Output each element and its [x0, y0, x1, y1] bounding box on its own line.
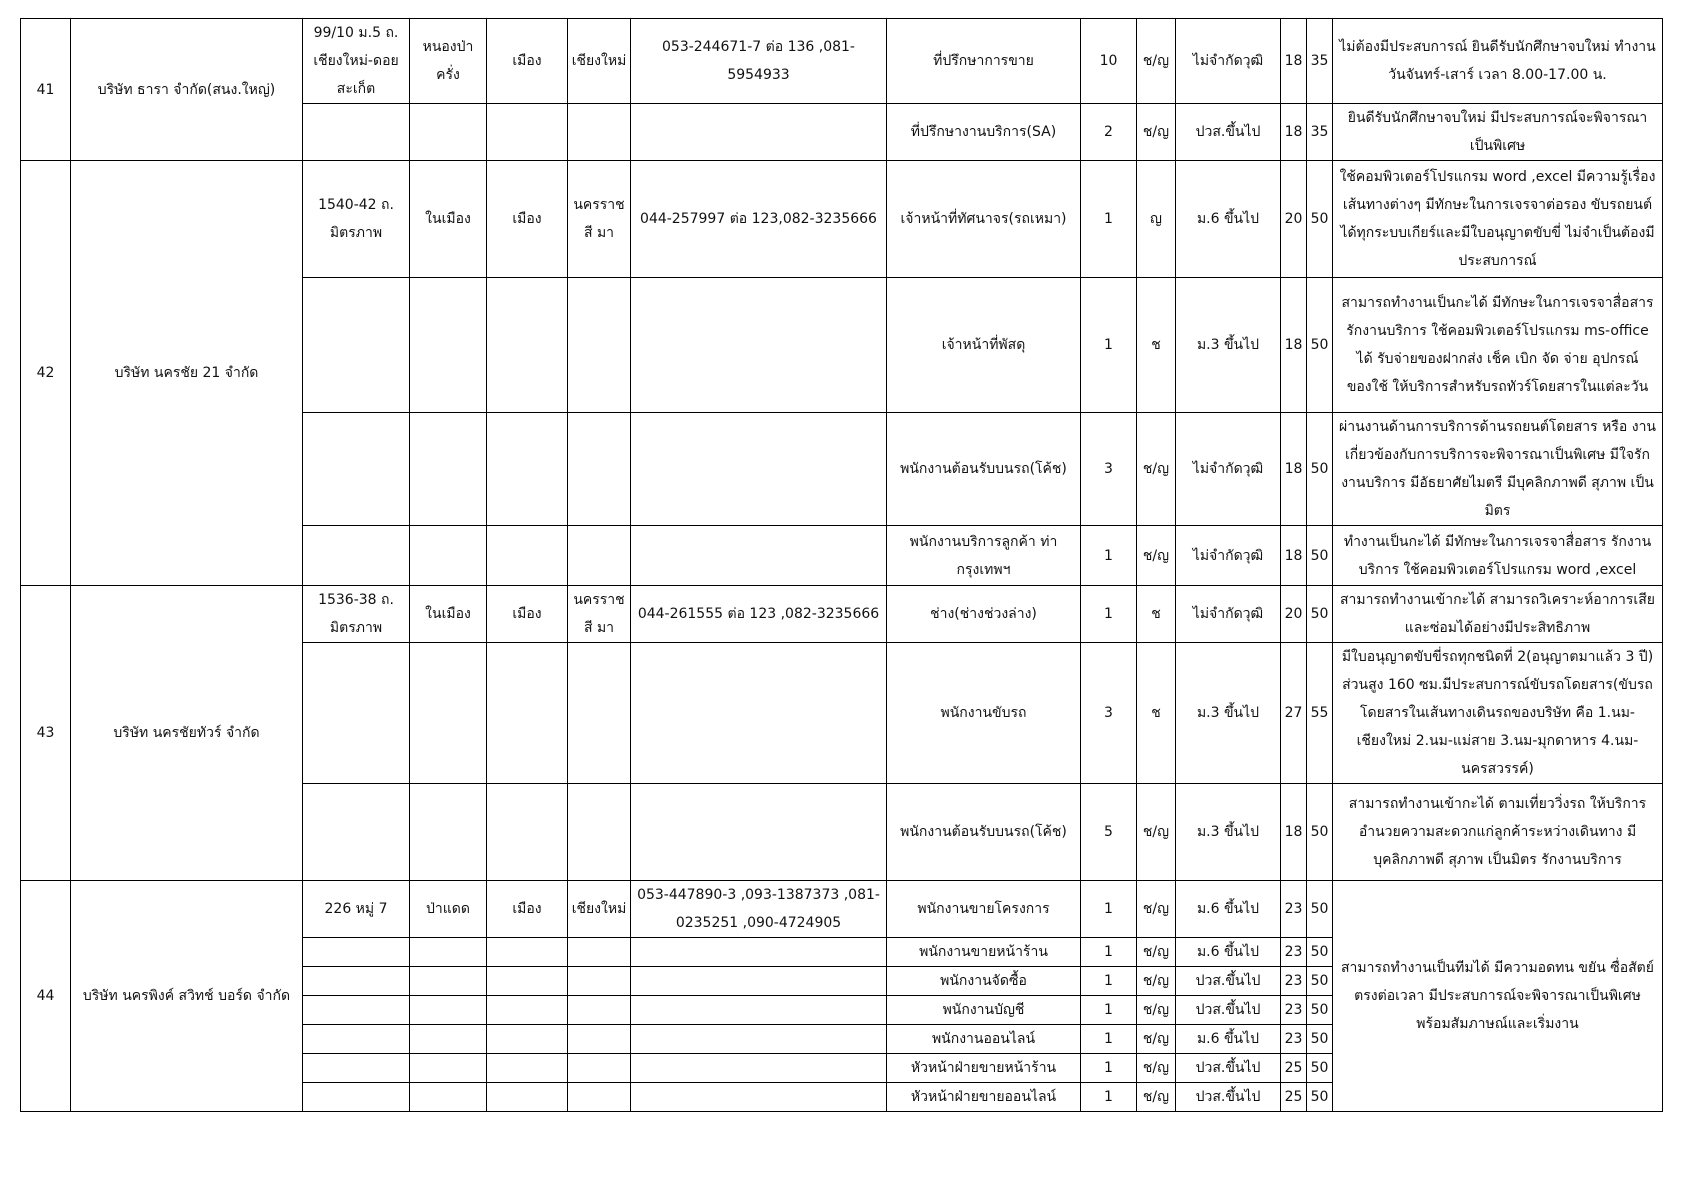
age-max: 50 [1307, 278, 1333, 413]
age-min: 23 [1281, 967, 1307, 996]
province: นครราชสี มา [568, 161, 631, 278]
table-row [21, 586, 1663, 643]
district: เมือง [487, 19, 568, 104]
age-max: 50 [1307, 413, 1333, 526]
district [487, 413, 568, 526]
quantity: 2 [1081, 104, 1137, 161]
subdistrict [410, 1083, 487, 1112]
company-name: บริษัท นครพิงค์ สวิทช์ บอร์ด จำกัด [71, 881, 303, 1112]
address: 1540-42 ถ. มิตรภาพ [303, 161, 410, 278]
education: ปวส.ขึ้นไป [1176, 1083, 1281, 1112]
education: ม.6 ขึ้นไป [1176, 161, 1281, 278]
table-row [21, 19, 1663, 104]
row-number: 42 [21, 161, 71, 586]
education: ม.3 ขึ้นไป [1176, 784, 1281, 881]
age-min: 20 [1281, 586, 1307, 643]
subdistrict: ในเมือง [410, 586, 487, 643]
age-min: 18 [1281, 784, 1307, 881]
address: 1536-38 ถ. มิตรภาพ [303, 586, 410, 643]
position: พนักงานต้อนรับบนรถ(โค้ช) [887, 413, 1081, 526]
sex: ช/ญ [1137, 413, 1176, 526]
job-description: ยินดีรับนักศึกษาจบใหม่ มีประสบการณ์จะพิจารณา เป็นพิเศษ [1333, 104, 1663, 161]
table-row [21, 161, 1663, 278]
address [303, 104, 410, 161]
quantity: 3 [1081, 413, 1137, 526]
position: พนักงานบัญชี [887, 996, 1081, 1025]
subdistrict [410, 938, 487, 967]
job-description: ผ่านงานด้านการบริการด้านรถยนต์โดยสาร หรือ งาน เกี่ยวข้องกับการบริการจะพิจารณาเป็นพิเศษ มีใจรัก งานบริการ มีอัธยาศัยไมตรี มีบุคลิกภาพดี สุภาพ เป็น มิตร [1333, 413, 1663, 526]
job-listing-table [20, 18, 1663, 1112]
company-name: บริษัท นครชัยทัวร์ จำกัด [71, 586, 303, 881]
age-max: 55 [1307, 643, 1333, 784]
quantity: 1 [1081, 967, 1137, 996]
sex: ช [1137, 643, 1176, 784]
row-number: 41 [21, 19, 71, 161]
education: ปวส.ขึ้นไป [1176, 104, 1281, 161]
address [303, 1083, 410, 1112]
address [303, 996, 410, 1025]
district [487, 526, 568, 586]
address [303, 938, 410, 967]
education: ม.6 ขึ้นไป [1176, 1025, 1281, 1054]
position: ที่ปรึกษาการขาย [887, 19, 1081, 104]
age-min: 18 [1281, 19, 1307, 104]
job-description: ทำงานเป็นกะได้ มีทักษะในการเจรจาสื่อสาร รักงาน บริการ ใช้คอมพิวเตอร์โปรแกรม word ,excel [1333, 526, 1663, 586]
quantity: 1 [1081, 161, 1137, 278]
job-description: สามารถทำงานเป็นทีมได้ มีความอดทน ขยัน ซื่อสัตย์ ตรงต่อเวลา มีประสบการณ์จะพิจารณาเป็นพิเศษ พร้อมสัมภาษณ์และเริ่มงาน [1333, 881, 1663, 1112]
age-min: 25 [1281, 1054, 1307, 1083]
education: ปวส.ขึ้นไป [1176, 996, 1281, 1025]
phone [631, 278, 887, 413]
province: เชียงใหม่ [568, 19, 631, 104]
sex: ช/ญ [1137, 967, 1176, 996]
quantity: 1 [1081, 1025, 1137, 1054]
position: หัวหน้าฝ่ายขายออนไลน์ [887, 1083, 1081, 1112]
quantity: 10 [1081, 19, 1137, 104]
subdistrict [410, 1054, 487, 1083]
province [568, 1025, 631, 1054]
address [303, 1054, 410, 1083]
age-min: 23 [1281, 996, 1307, 1025]
district [487, 1054, 568, 1083]
district [487, 643, 568, 784]
phone: 044-257997 ต่อ 123,082-3235666 [631, 161, 887, 278]
phone [631, 938, 887, 967]
job-description: สามารถทำงานเข้ากะได้ สามารถวิเคราะห์อาการเสีย และซ่อมได้อย่างมีประสิทธิภาพ [1333, 586, 1663, 643]
quantity: 1 [1081, 586, 1137, 643]
sex: ช/ญ [1137, 1025, 1176, 1054]
age-max: 50 [1307, 1025, 1333, 1054]
education: ไม่จำกัดวุฒิ [1176, 586, 1281, 643]
job-description: สามารถทำงานเป็นกะได้ มีทักษะในการเจรจาสื่อสาร รักงานบริการ ใช้คอมพิวเตอร์โปรแกรม ms-office ได้ รับจ่ายของฝากส่ง เช็ค เบิก จัด จ่าย อุปกรณ์ของใช้ ให้บริการสำหรับรถทัวร์โดยสารในแต่ละวัน [1333, 278, 1663, 413]
subdistrict [410, 1025, 487, 1054]
position: พนักงานขับรถ [887, 643, 1081, 784]
district [487, 1083, 568, 1112]
phone [631, 967, 887, 996]
age-max: 50 [1307, 784, 1333, 881]
position: ที่ปรึกษางานบริการ(SA) [887, 104, 1081, 161]
age-min: 18 [1281, 413, 1307, 526]
phone [631, 643, 887, 784]
age-max: 50 [1307, 881, 1333, 938]
education: ไม่จำกัดวุฒิ [1176, 413, 1281, 526]
age-min: 23 [1281, 1025, 1307, 1054]
age-max: 50 [1307, 1083, 1333, 1112]
age-max: 50 [1307, 996, 1333, 1025]
province [568, 1054, 631, 1083]
quantity: 1 [1081, 881, 1137, 938]
sex: ช/ญ [1137, 104, 1176, 161]
age-min: 20 [1281, 161, 1307, 278]
position: หัวหน้าฝ่ายขายหน้าร้าน [887, 1054, 1081, 1083]
subdistrict [410, 526, 487, 586]
quantity: 1 [1081, 526, 1137, 586]
job-description: ใช้คอมพิวเตอร์โปรแกรม word ,excel มีความรู้เรื่อง เส้นทางต่างๆ มีทักษะในการเจรจาต่อรอง ขับรถยนต์ ได้ทุกระบบเกียร์และมีใบอนุญาตขับขี่ ไม่จำเป็นต้องมี ประสบการณ์ [1333, 161, 1663, 278]
education: ม.6 ขึ้นไป [1176, 938, 1281, 967]
province [568, 784, 631, 881]
subdistrict [410, 996, 487, 1025]
age-max: 50 [1307, 161, 1333, 278]
quantity: 1 [1081, 938, 1137, 967]
age-min: 18 [1281, 526, 1307, 586]
position: ช่าง(ช่างช่วงล่าง) [887, 586, 1081, 643]
province [568, 967, 631, 996]
address [303, 784, 410, 881]
province: เชียงใหม่ [568, 881, 631, 938]
job-description: มีใบอนุญาตขับขี่รถทุกชนิดที่ 2(อนุญาตมาแล้ว 3 ปี) ส่วนสูง 160 ซม.มีประสบการณ์ขับรถโดยสาร(ขับรถ โดยสารในเส้นทางเดินรถของบริษัท คือ 1.นม- เชียงใหม่ 2.นม-แม่สาย 3.นม-มุกดาหาร 4.นม- นครสวรรค์) [1333, 643, 1663, 784]
age-max: 50 [1307, 938, 1333, 967]
phone [631, 1025, 887, 1054]
quantity: 1 [1081, 278, 1137, 413]
position: พนักงานต้อนรับบนรถ(โค้ช) [887, 784, 1081, 881]
province: นครราชสี มา [568, 586, 631, 643]
quantity: 5 [1081, 784, 1137, 881]
address [303, 278, 410, 413]
address [303, 526, 410, 586]
province [568, 526, 631, 586]
address: 226 หมู่ 7 [303, 881, 410, 938]
job-description: สามารถทำงานเข้ากะได้ ตามเที่ยววิ่งรถ ให้บริการ อำนวยความสะดวกแก่ลูกค้าระหว่างเดินทาง มี บุคลิกภาพดี สุภาพ เป็นมิตร รักงานบริการ [1333, 784, 1663, 881]
age-max: 50 [1307, 586, 1333, 643]
age-min: 25 [1281, 1083, 1307, 1112]
quantity: 3 [1081, 643, 1137, 784]
education: ปวส.ขึ้นไป [1176, 967, 1281, 996]
phone [631, 413, 887, 526]
subdistrict: ป่าแดด [410, 881, 487, 938]
quantity: 1 [1081, 996, 1137, 1025]
table-row [21, 881, 1663, 938]
quantity: 1 [1081, 1083, 1137, 1112]
sex: ญ [1137, 161, 1176, 278]
age-min: 23 [1281, 938, 1307, 967]
subdistrict [410, 278, 487, 413]
position: พนักงานออนไลน์ [887, 1025, 1081, 1054]
subdistrict [410, 784, 487, 881]
row-number: 43 [21, 586, 71, 881]
position: พนักงานบริการลูกค้า ท่า กรุงเทพฯ [887, 526, 1081, 586]
subdistrict: หนองป่า ครั่ง [410, 19, 487, 104]
sex: ช/ญ [1137, 19, 1176, 104]
district: เมือง [487, 161, 568, 278]
sex: ช/ญ [1137, 784, 1176, 881]
district [487, 967, 568, 996]
phone: 053-244671-7 ต่อ 136 ,081-5954933 [631, 19, 887, 104]
district [487, 996, 568, 1025]
phone: 053-447890-3 ,093-1387373 ,081- 0235251 ,090-4724905 [631, 881, 887, 938]
education: ม.3 ขึ้นไป [1176, 643, 1281, 784]
sex: ช [1137, 278, 1176, 413]
address [303, 1025, 410, 1054]
education: ไม่จำกัดวุฒิ [1176, 19, 1281, 104]
age-min: 27 [1281, 643, 1307, 784]
district [487, 104, 568, 161]
age-min: 18 [1281, 278, 1307, 413]
province [568, 104, 631, 161]
district [487, 784, 568, 881]
phone [631, 1083, 887, 1112]
address: 99/10 ม.5 ถ. เชียงใหม่-ดอย สะเก็ต [303, 19, 410, 104]
phone [631, 1054, 887, 1083]
address [303, 413, 410, 526]
district [487, 938, 568, 967]
subdistrict [410, 104, 487, 161]
position: พนักงานขายหน้าร้าน [887, 938, 1081, 967]
district [487, 278, 568, 413]
position: เจ้าหน้าที่พัสดุ [887, 278, 1081, 413]
subdistrict: ในเมือง [410, 161, 487, 278]
sex: ช/ญ [1137, 526, 1176, 586]
age-max: 50 [1307, 1054, 1333, 1083]
position: เจ้าหน้าที่ทัศนาจร(รถเหมา) [887, 161, 1081, 278]
education: ม.6 ขึ้นไป [1176, 881, 1281, 938]
address [303, 643, 410, 784]
subdistrict [410, 643, 487, 784]
age-max: 50 [1307, 526, 1333, 586]
position: พนักงานจัดซื้อ [887, 967, 1081, 996]
company-name: บริษัท นครชัย 21 จำกัด [71, 161, 303, 586]
province [568, 938, 631, 967]
sex: ช/ญ [1137, 996, 1176, 1025]
age-min: 23 [1281, 881, 1307, 938]
district: เมือง [487, 881, 568, 938]
province [568, 413, 631, 526]
phone: 044-261555 ต่อ 123 ,082-3235666 [631, 586, 887, 643]
subdistrict [410, 413, 487, 526]
education: ไม่จำกัดวุฒิ [1176, 526, 1281, 586]
province [568, 996, 631, 1025]
education: ปวส.ขึ้นไป [1176, 1054, 1281, 1083]
phone [631, 104, 887, 161]
phone [631, 784, 887, 881]
job-description: ไม่ต้องมีประสบการณ์ ยินดีรับนักศึกษาจบใหม่ ทำงาน วันจันทร์-เสาร์ เวลา 8.00-17.00 น. [1333, 19, 1663, 104]
province [568, 278, 631, 413]
company-name: บริษัท ธารา จำกัด(สนง.ใหญ่) [71, 19, 303, 161]
sex: ช/ญ [1137, 1083, 1176, 1112]
province [568, 1083, 631, 1112]
phone [631, 526, 887, 586]
subdistrict [410, 967, 487, 996]
age-min: 18 [1281, 104, 1307, 161]
age-max: 50 [1307, 967, 1333, 996]
sex: ช/ญ [1137, 938, 1176, 967]
sex: ช/ญ [1137, 881, 1176, 938]
sex: ช [1137, 586, 1176, 643]
position: พนักงานขายโครงการ [887, 881, 1081, 938]
sex: ช/ญ [1137, 1054, 1176, 1083]
phone [631, 996, 887, 1025]
province [568, 643, 631, 784]
education: ม.3 ขึ้นไป [1176, 278, 1281, 413]
district: เมือง [487, 586, 568, 643]
district [487, 1025, 568, 1054]
quantity: 1 [1081, 1054, 1137, 1083]
age-max: 35 [1307, 104, 1333, 161]
row-number: 44 [21, 881, 71, 1112]
age-max: 35 [1307, 19, 1333, 104]
address [303, 967, 410, 996]
